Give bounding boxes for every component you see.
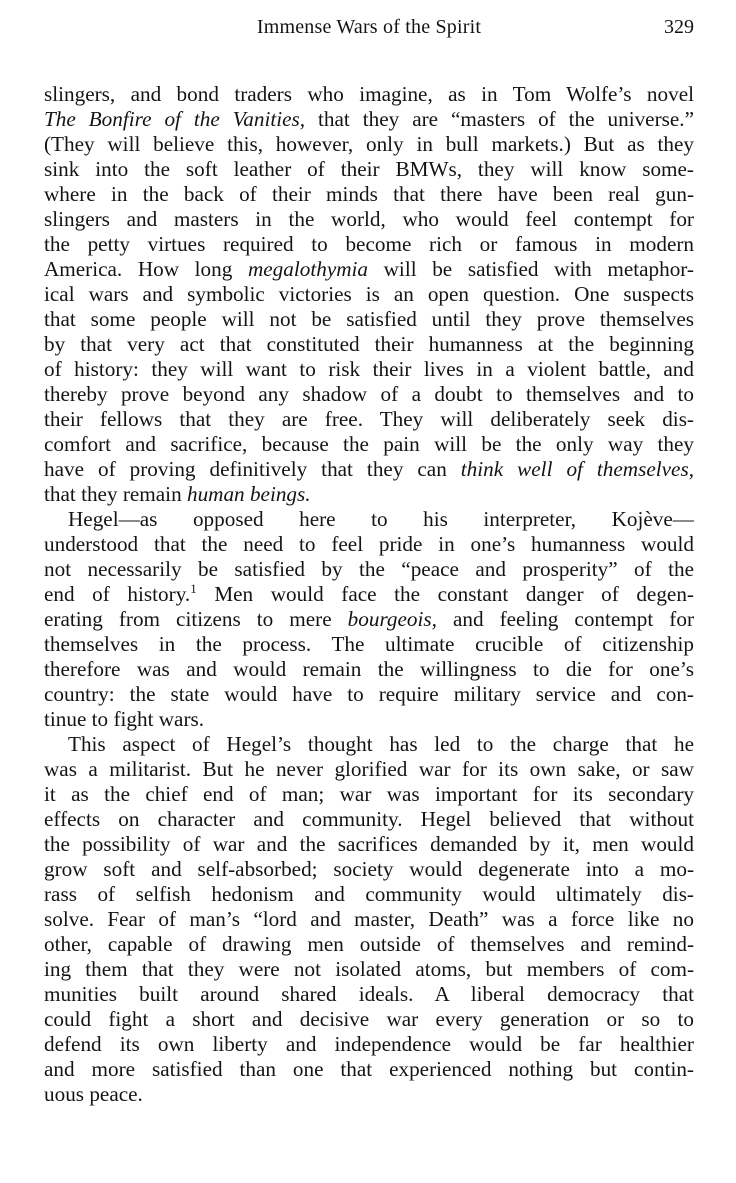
text-run: therefore was and would remain the willingness to die for one’s [44,657,694,681]
text-run: that they remain [44,482,187,506]
text-run: ing them that they were not isolated atoms, but members of com- [44,957,694,981]
text-run: where in the back of their minds that there have been real gun- [44,182,694,206]
footnote-marker: 1 [190,581,197,596]
text-run: ical wars and symbolic victories is an open question. One suspects [44,282,694,306]
text-run: rass of selfish hedonism and community would ultimately dis- [44,882,694,906]
text-line [44,132,694,157]
text-run: by that very act that constituted their humanness at the beginning [44,332,694,356]
paragraph [44,82,694,507]
text-run: erating from citizens to mere [44,607,348,631]
text-line [44,257,694,282]
text-line [44,1032,694,1057]
text-line [44,832,694,857]
running-header [44,16,694,42]
italic-text: The Bonfire of the Vanities, [44,107,306,131]
text-run: slingers, and bond traders who imagine, as in Tom Wolfe’s novel [44,82,694,106]
text-run: of history: they will want to risk their lives in a violent battle, and [44,357,694,381]
text-line [44,182,694,207]
text-run: effects on character and community. Hegel believed that without [44,807,694,831]
paragraph [44,507,694,732]
text-run: the petty virtues required to become rich or famous in modern [44,232,694,256]
italic-text: bourgeois, [347,607,437,631]
text-line [44,557,694,582]
text-run: solve. Fear of man’s “lord and master, Death” was a force like no [44,907,694,931]
text-line [44,307,694,332]
text-line [44,332,694,357]
text-run: not necessarily be satisfied by the “peace and prosperity” of the [44,557,694,581]
text-run: America. How long [44,257,248,281]
text-line [44,982,694,1007]
text-line [44,507,694,532]
text-line [44,482,694,507]
text-run: was a militarist. But he never glorified war for its own sake, or saw [44,757,694,781]
text-run: sink into the soft leather of their BMWs, they will know some- [44,157,694,181]
text-line [44,757,694,782]
text-line [44,407,694,432]
text-run: other, capable of drawing men outside of themselves and remind- [44,932,694,956]
text-run: end of history. [44,582,191,606]
body-text [44,82,694,1107]
text-line [44,107,694,132]
text-line [44,1007,694,1032]
text-line [44,282,694,307]
text-run: (They will believe this, however, only in bull markets.) But as they [44,132,694,156]
text-line [44,532,694,557]
text-run: munities built around shared ideals. A liberal democracy that [44,982,694,1006]
text-line [44,732,694,757]
text-run: grow soft and self-absorbed; society would degenerate into a mo- [44,857,694,881]
text-line [44,157,694,182]
text-line [44,932,694,957]
text-line [44,857,694,882]
text-line [44,382,694,407]
text-line [44,457,694,482]
text-run: their fellows that they are free. They will deliberately seek dis- [44,407,694,431]
text-line [44,782,694,807]
text-run: Men would face the constant danger of degen- [196,582,694,606]
text-run: country: the state would have to require military service and con- [44,682,694,706]
text-run: that they are “masters of the universe.” [305,107,694,131]
text-run: have of proving definitively that they can [44,457,461,481]
text-run: will be satisfied with metaphor- [368,257,694,281]
italic-text: human beings. [186,482,311,506]
text-run: the possibility of war and the sacrifices demanded by it, men would [44,832,694,856]
text-run: that some people will not be satisfied until they prove themselves [44,307,694,331]
text-run: tinue to fight wars. [44,707,205,731]
text-run: themselves in the process. The ultimate crucible of citizenship [44,632,694,656]
text-run: uous peace. [44,1082,143,1106]
text-run: defend its own liberty and independence would be far healthier [44,1032,694,1056]
text-line [44,707,694,732]
italic-text: megalothymia [247,257,369,281]
text-run: comfort and sacrifice, because the pain will be the only way they [44,432,694,456]
text-line [44,882,694,907]
text-line [44,582,694,607]
text-run: understood that the need to feel pride in one’s humanness would [44,532,694,556]
text-line [44,957,694,982]
italic-text: think well of themselves, [460,457,694,481]
text-line [44,682,694,707]
text-run: slingers and masters in the world, who would feel contempt for [44,207,694,231]
text-run: thereby prove beyond any shadow of a doubt to themselves and to [44,382,694,406]
text-run: and feeling contempt for [436,607,694,631]
text-line [44,907,694,932]
text-line [44,207,694,232]
running-title: Immense Wars of the Spirit [256,16,482,38]
text-run: Hegel—as opposed here to his interpreter, Kojève— [68,507,694,531]
text-run: and more satisfied than one that experienced nothing but contin- [44,1057,694,1081]
text-line [44,1082,694,1107]
text-line [44,632,694,657]
text-run: This aspect of Hegel’s thought has led to the charge that he [68,732,694,756]
text-line [44,807,694,832]
text-line [44,607,694,632]
text-line [44,1057,694,1082]
paragraph [44,732,694,1107]
text-line [44,82,694,107]
text-line [44,232,694,257]
text-run: it as the chief end of man; war was important for its secondary [44,782,694,806]
page-number: 329 [664,16,694,38]
text-line [44,432,694,457]
text-line [44,657,694,682]
text-line [44,357,694,382]
text-run: could fight a short and decisive war every generation or so to [44,1007,694,1031]
